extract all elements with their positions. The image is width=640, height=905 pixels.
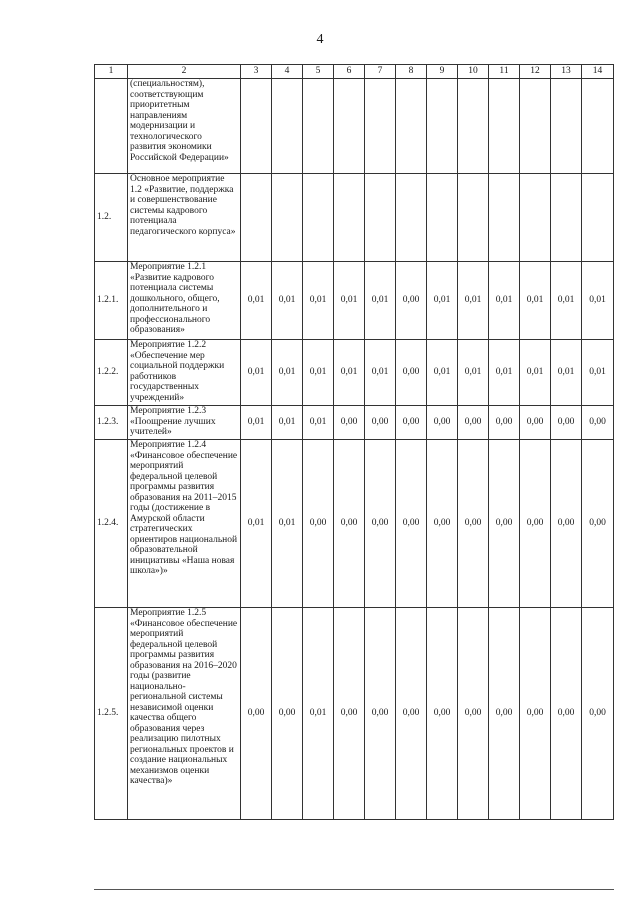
value-cell: 0,00 [551,608,582,820]
col-header: 9 [427,65,458,79]
value-cell [241,174,272,262]
col-header: 1 [95,65,128,79]
value-cell: 0,00 [489,406,520,440]
value-cell: 0,01 [334,340,365,406]
value-cell [272,79,303,174]
value-cell [334,79,365,174]
table-row [95,79,614,174]
value-cell: 0,01 [582,262,614,340]
value-cell [551,79,582,174]
value-cell: 0,00 [520,406,551,440]
value-cell [365,79,396,174]
value-cell: 0,01 [458,262,489,340]
value-cell: 0,01 [303,608,334,820]
value-cell [458,79,489,174]
value-cell: 0,00 [458,406,489,440]
value-cell: 0,00 [396,406,427,440]
value-cell [458,174,489,262]
row-number: 1.2.4. [95,440,128,608]
value-cell: 0,00 [489,608,520,820]
col-header: 14 [582,65,614,79]
value-cell [489,174,520,262]
value-cell: 0,00 [396,608,427,820]
value-cell: 0,00 [582,608,614,820]
col-header: 6 [334,65,365,79]
value-cell [427,79,458,174]
value-cell: 0,00 [520,608,551,820]
value-cell: 0,00 [303,440,334,608]
value-cell: 0,01 [551,340,582,406]
value-cell: 0,00 [582,440,614,608]
data-table [94,64,614,820]
value-cell: 0,01 [241,340,272,406]
value-cell: 0,01 [272,440,303,608]
value-cell [303,174,334,262]
table-row [95,608,614,820]
col-header: 10 [458,65,489,79]
value-cell: 0,01 [241,440,272,608]
value-cell: 0,00 [396,340,427,406]
value-cell: 0,01 [458,340,489,406]
row-name: Мероприятие 1.2.1 «Развитие кадрового потенциала системы дошкольного, общего, дополнительного и профессионального образования» [128,262,241,340]
value-cell: 0,00 [396,262,427,340]
value-cell: 0,01 [334,262,365,340]
table-row [95,406,614,440]
value-cell: 0,01 [272,340,303,406]
value-cell: 0,01 [272,262,303,340]
table-row [95,174,614,262]
col-header: 5 [303,65,334,79]
value-cell: 0,01 [551,262,582,340]
value-cell: 0,00 [427,406,458,440]
value-cell [396,174,427,262]
value-cell: 0,00 [396,440,427,608]
value-cell: 0,01 [427,340,458,406]
row-name: (специальностям), соответствующим приоритетным направлениям модернизации и технологического развития экономики Российской Федерации» [128,79,241,174]
value-cell [551,174,582,262]
row-number: 1.2.1. [95,262,128,340]
row-number: 1.2.5. [95,608,128,820]
row-name: Мероприятие 1.2.5 «Финансовое обеспечение мероприятий федеральной целевой программы развития образования на 2016–2020 годы (развитие национально-региональной системы независимой оценки качества общего образования через реализацию пилотных региональных проектов и создание национальных механизмов оценки качества)» [128,608,241,820]
value-cell: 0,00 [427,440,458,608]
value-cell: 0,01 [489,262,520,340]
col-header: 8 [396,65,427,79]
value-cell: 0,00 [520,440,551,608]
value-cell: 0,01 [520,340,551,406]
value-cell: 0,00 [272,608,303,820]
value-cell: 0,00 [241,608,272,820]
value-cell: 0,01 [241,262,272,340]
value-cell: 0,00 [551,406,582,440]
value-cell [582,79,614,174]
value-cell: 0,00 [365,608,396,820]
value-cell: 0,01 [582,340,614,406]
value-cell [303,79,334,174]
value-cell: 0,00 [582,406,614,440]
col-header: 3 [241,65,272,79]
value-cell: 0,01 [427,262,458,340]
value-cell: 0,01 [303,262,334,340]
row-number: 1.2.3. [95,406,128,440]
col-header: 7 [365,65,396,79]
col-header: 13 [551,65,582,79]
page-number: 4 [316,32,324,47]
value-cell: 0,01 [365,262,396,340]
value-cell [365,174,396,262]
value-cell: 0,00 [334,406,365,440]
row-number: 1.2.2. [95,340,128,406]
value-cell: 0,00 [334,440,365,608]
col-header: 2 [128,65,241,79]
col-header: 4 [272,65,303,79]
value-cell: 0,01 [520,262,551,340]
value-cell: 0,00 [365,440,396,608]
value-cell: 0,00 [334,608,365,820]
value-cell: 0,00 [427,608,458,820]
value-cell: 0,00 [365,406,396,440]
value-cell: 0,01 [272,406,303,440]
value-cell [582,174,614,262]
value-cell [520,174,551,262]
value-cell: 0,00 [551,440,582,608]
value-cell: 0,01 [241,406,272,440]
value-cell [334,174,365,262]
col-header: 12 [520,65,551,79]
value-cell [241,79,272,174]
value-cell [520,79,551,174]
value-cell: 0,01 [489,340,520,406]
bottom-rule [94,889,614,890]
value-cell: 0,01 [303,406,334,440]
value-cell: 0,01 [303,340,334,406]
row-name: Мероприятие 1.2.4 «Финансовое обеспечение мероприятий федеральной целевой программы развития образования на 2011–2015 годы (достижение в Амурской области стратегических ориентиров национальной образовательной инициативы «Наша новая школа»)» [128,440,241,608]
row-name: Мероприятие 1.2.3 «Поощрение лучших учителей» [128,406,241,440]
header-row [95,65,614,79]
col-header: 11 [489,65,520,79]
table-row [95,340,614,406]
table-row [95,262,614,340]
value-cell [272,174,303,262]
row-name: Мероприятие 1.2.2 «Обеспечение мер социальной поддержки работников государственных учреждений» [128,340,241,406]
row-number: 1.2. [95,174,128,262]
value-cell: 0,01 [365,340,396,406]
value-cell: 0,00 [489,440,520,608]
table-row [95,440,614,608]
value-cell: 0,00 [458,608,489,820]
value-cell: 0,00 [458,440,489,608]
row-name: Основное мероприятие 1.2 «Развитие, поддержка и совершенствование системы кадрового потенциала педагогического корпуса» [128,174,241,262]
value-cell [427,174,458,262]
value-cell [396,79,427,174]
value-cell [489,79,520,174]
row-number [95,79,128,174]
